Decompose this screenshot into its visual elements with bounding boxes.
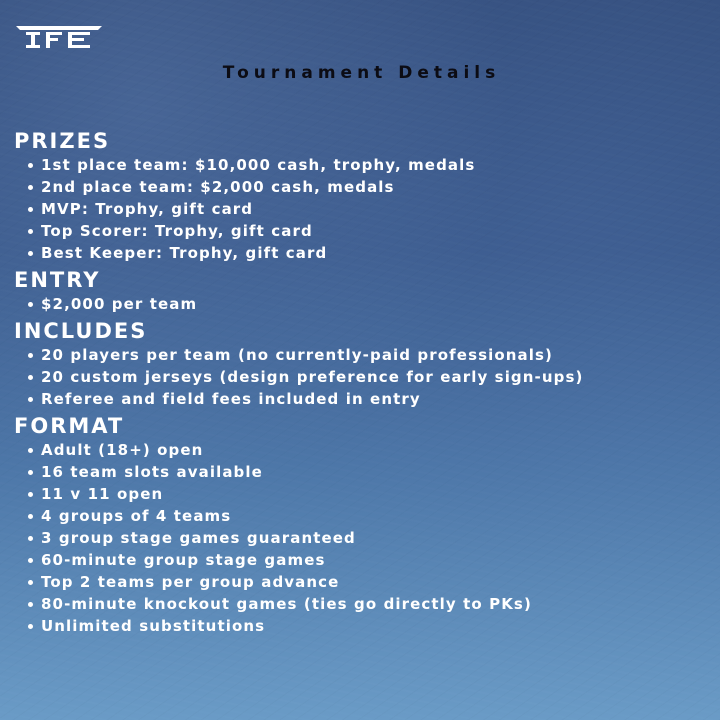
list-item: 80-minute knockout games (ties go directly to PKs) (26, 593, 714, 615)
list-item: MVP: Trophy, gift card (26, 198, 714, 220)
page-title: Tournament Details (222, 63, 501, 83)
list-item: 4 groups of 4 teams (26, 505, 714, 527)
prizes-list (14, 154, 714, 264)
list-item: 60-minute group stage games (26, 549, 714, 571)
list-item: 20 players per team (no currently-paid professionals) (26, 344, 714, 366)
list-item: Unlimited substitutions (26, 615, 714, 637)
includes-list (14, 344, 714, 410)
list-item: Top Scorer: Trophy, gift card (26, 220, 714, 242)
list-item: 20 custom jerseys (design preference for early sign-ups) (26, 366, 714, 388)
list-item: Top 2 teams per group advance (26, 571, 714, 593)
list-item: 3 group stage games guaranteed (26, 527, 714, 549)
section-heading-format: FORMAT (14, 414, 125, 438)
list-item: Referee and field fees included in entry (26, 388, 714, 410)
list-item: 16 team slots available (26, 461, 714, 483)
list-item: Adult (18+) open (26, 439, 714, 461)
section-heading-entry: ENTRY (14, 268, 101, 292)
section-entry (14, 267, 714, 315)
ifc-logo-icon (16, 24, 102, 50)
section-includes (14, 318, 714, 410)
section-prizes (14, 128, 714, 264)
list-item: 1st place team: $10,000 cash, trophy, medals (26, 154, 714, 176)
section-heading-prizes: PRIZES (14, 129, 111, 153)
entry-list (14, 293, 714, 315)
list-item: Best Keeper: Trophy, gift card (26, 242, 714, 264)
list-item: $2,000 per team (26, 293, 714, 315)
list-item: 11 v 11 open (26, 483, 714, 505)
section-heading-includes: INCLUDES (14, 319, 148, 343)
details-content (14, 128, 714, 640)
list-item: 2nd place team: $2,000 cash, medals (26, 176, 714, 198)
section-format (14, 413, 714, 637)
format-list (14, 439, 714, 637)
